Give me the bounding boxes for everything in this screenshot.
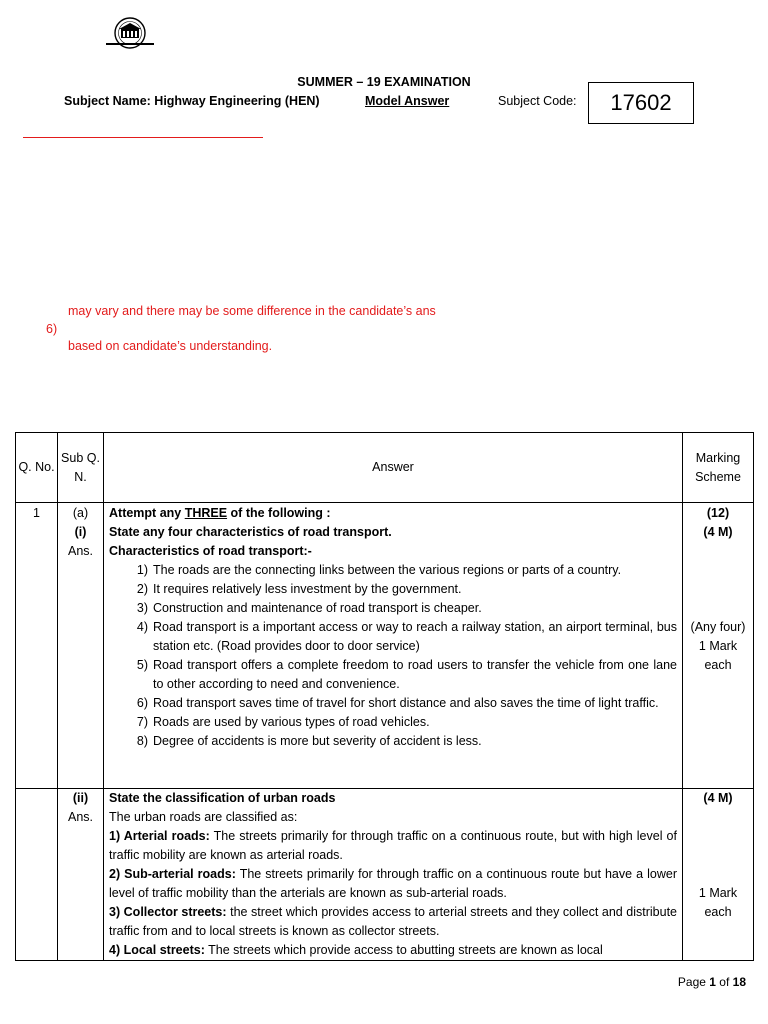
board-logo-icon xyxy=(106,16,154,50)
list-number: 2) xyxy=(136,582,148,596)
q-number-value: 1 xyxy=(33,506,40,520)
marking-cell xyxy=(683,503,754,789)
mark-each-1: 1 Mark xyxy=(698,886,738,900)
notice-line-2: based on candidate’s understanding. xyxy=(68,339,273,353)
instruction-pre: Attempt any xyxy=(109,506,185,520)
mark-each-2: each xyxy=(704,905,732,919)
list-item xyxy=(109,618,677,656)
question-text: State the classification of urban roads xyxy=(109,791,336,805)
page-total: 18 xyxy=(732,975,746,989)
classification-item xyxy=(109,941,677,960)
list-text: Road transport offers a complete freedom to road users to transfer the vehicle from one lane to other according to need and convenience. xyxy=(153,658,677,691)
item-label: 2) Sub-arterial roads: xyxy=(109,867,236,881)
instruction-three: THREE xyxy=(184,506,228,520)
mark-each-2: each xyxy=(704,658,732,672)
mark-any: (Any four) xyxy=(690,620,746,634)
page-prefix: Page xyxy=(677,975,710,989)
item-label: 4) Local streets: xyxy=(109,943,205,957)
list-text: Roads are used by various types of road vehicles. xyxy=(153,715,430,729)
sub-ii: (ii) xyxy=(72,791,89,805)
exam-title: SUMMER – 19 EXAMINATION xyxy=(297,75,471,89)
ans-label: Ans. xyxy=(67,810,93,824)
instruction xyxy=(109,504,677,523)
sub-a: (a) xyxy=(72,506,89,520)
table-header-row xyxy=(16,433,754,503)
header-sub-q: Sub Q. N. xyxy=(58,433,104,503)
list-number: 7) xyxy=(136,715,148,729)
header-q-no: Q. No. xyxy=(16,433,58,503)
red-divider xyxy=(23,137,263,138)
table-row xyxy=(16,503,754,789)
characteristics-list xyxy=(109,561,677,751)
mark-sub: (4 M) xyxy=(703,525,733,539)
list-number: 1) xyxy=(136,563,148,577)
classification-item xyxy=(109,827,677,865)
list-item xyxy=(109,694,677,713)
list-item xyxy=(109,656,677,694)
list-text: The roads are the connecting links between the various regions or parts of a country. xyxy=(153,563,622,577)
notice-line-1: may vary and there may be some difference in the candidate’s ans xyxy=(68,304,436,318)
question-text: State any four characteristics of road transport. xyxy=(109,525,392,539)
header-marking: Marking Scheme xyxy=(683,433,754,503)
mark-each-1: 1 Mark xyxy=(698,639,738,653)
answer-cell xyxy=(104,503,683,789)
item-text: The streets primarily for through traffic on a continuous route but have a lower level of traffic mobility than the arterials are known as sub-arterial roads. xyxy=(109,867,677,900)
list-item xyxy=(109,713,677,732)
page-current: 1 xyxy=(709,975,716,989)
list-text: Construction and maintenance of road transport is cheaper. xyxy=(153,601,482,615)
q-number xyxy=(16,503,58,789)
sub-q-cell xyxy=(58,789,104,961)
subject-code-label: Subject Code: xyxy=(498,94,577,108)
page-of: of xyxy=(715,975,733,989)
list-text: Road transport is a important access or way to reach a railway station, an airport terminal, bus station etc. (Road provides door to door service) xyxy=(153,620,677,653)
item-text: The streets primarily for through traffic on a continuous route, but with high level of traffic mobility are known as arterial roads. xyxy=(109,829,677,862)
page-number xyxy=(678,975,746,989)
item-text: the street which provides access to arterial streets and they collect and distribute traffic from and to local streets is known as collector streets. xyxy=(109,905,677,938)
list-number: 8) xyxy=(136,734,148,748)
list-number: 5) xyxy=(136,658,148,672)
mark-total: (12) xyxy=(706,506,730,520)
list-item xyxy=(109,580,677,599)
item-label: 3) Collector streets: xyxy=(109,905,227,919)
instruction-post: of the following : xyxy=(227,506,331,520)
q-number-empty xyxy=(16,789,58,961)
answer-heading: Characteristics of road transport:- xyxy=(109,544,312,558)
header-answer: Answer xyxy=(104,433,683,503)
list-number: 3) xyxy=(136,601,148,615)
table-row xyxy=(16,789,754,961)
item-text: The streets which provide access to abutting streets are known as local xyxy=(204,943,603,957)
subject-code-box xyxy=(588,82,694,124)
classification-item xyxy=(109,903,677,941)
list-text: Degree of accidents is more but severity of accident is less. xyxy=(153,734,482,748)
classification-item xyxy=(109,865,677,903)
mark-sub: (4 M) xyxy=(703,791,733,805)
list-number: 6) xyxy=(136,696,148,710)
list-text: It requires relatively less investment by the government. xyxy=(153,582,462,596)
notice-number: 6) xyxy=(46,322,58,336)
model-answer-label: Model Answer xyxy=(365,94,450,108)
subject-code-value: 17602 xyxy=(610,90,672,115)
list-item xyxy=(109,732,677,751)
answer-table xyxy=(15,432,754,961)
answer-cell xyxy=(104,789,683,961)
list-text: Road transport saves time of travel for short distance and also saves the time of light traffic. xyxy=(153,696,659,710)
item-label: 1) Arterial roads: xyxy=(109,829,210,843)
list-item xyxy=(109,561,677,580)
ans-label: Ans. xyxy=(67,544,93,558)
list-number: 4) xyxy=(136,620,148,634)
list-item xyxy=(109,599,677,618)
sub-q-cell xyxy=(58,503,104,789)
marking-cell xyxy=(683,789,754,961)
subject-name: Subject Name: Highway Engineering (HEN) xyxy=(64,94,320,108)
sub-i: (i) xyxy=(74,525,87,539)
answer-intro: The urban roads are classified as: xyxy=(109,810,298,824)
